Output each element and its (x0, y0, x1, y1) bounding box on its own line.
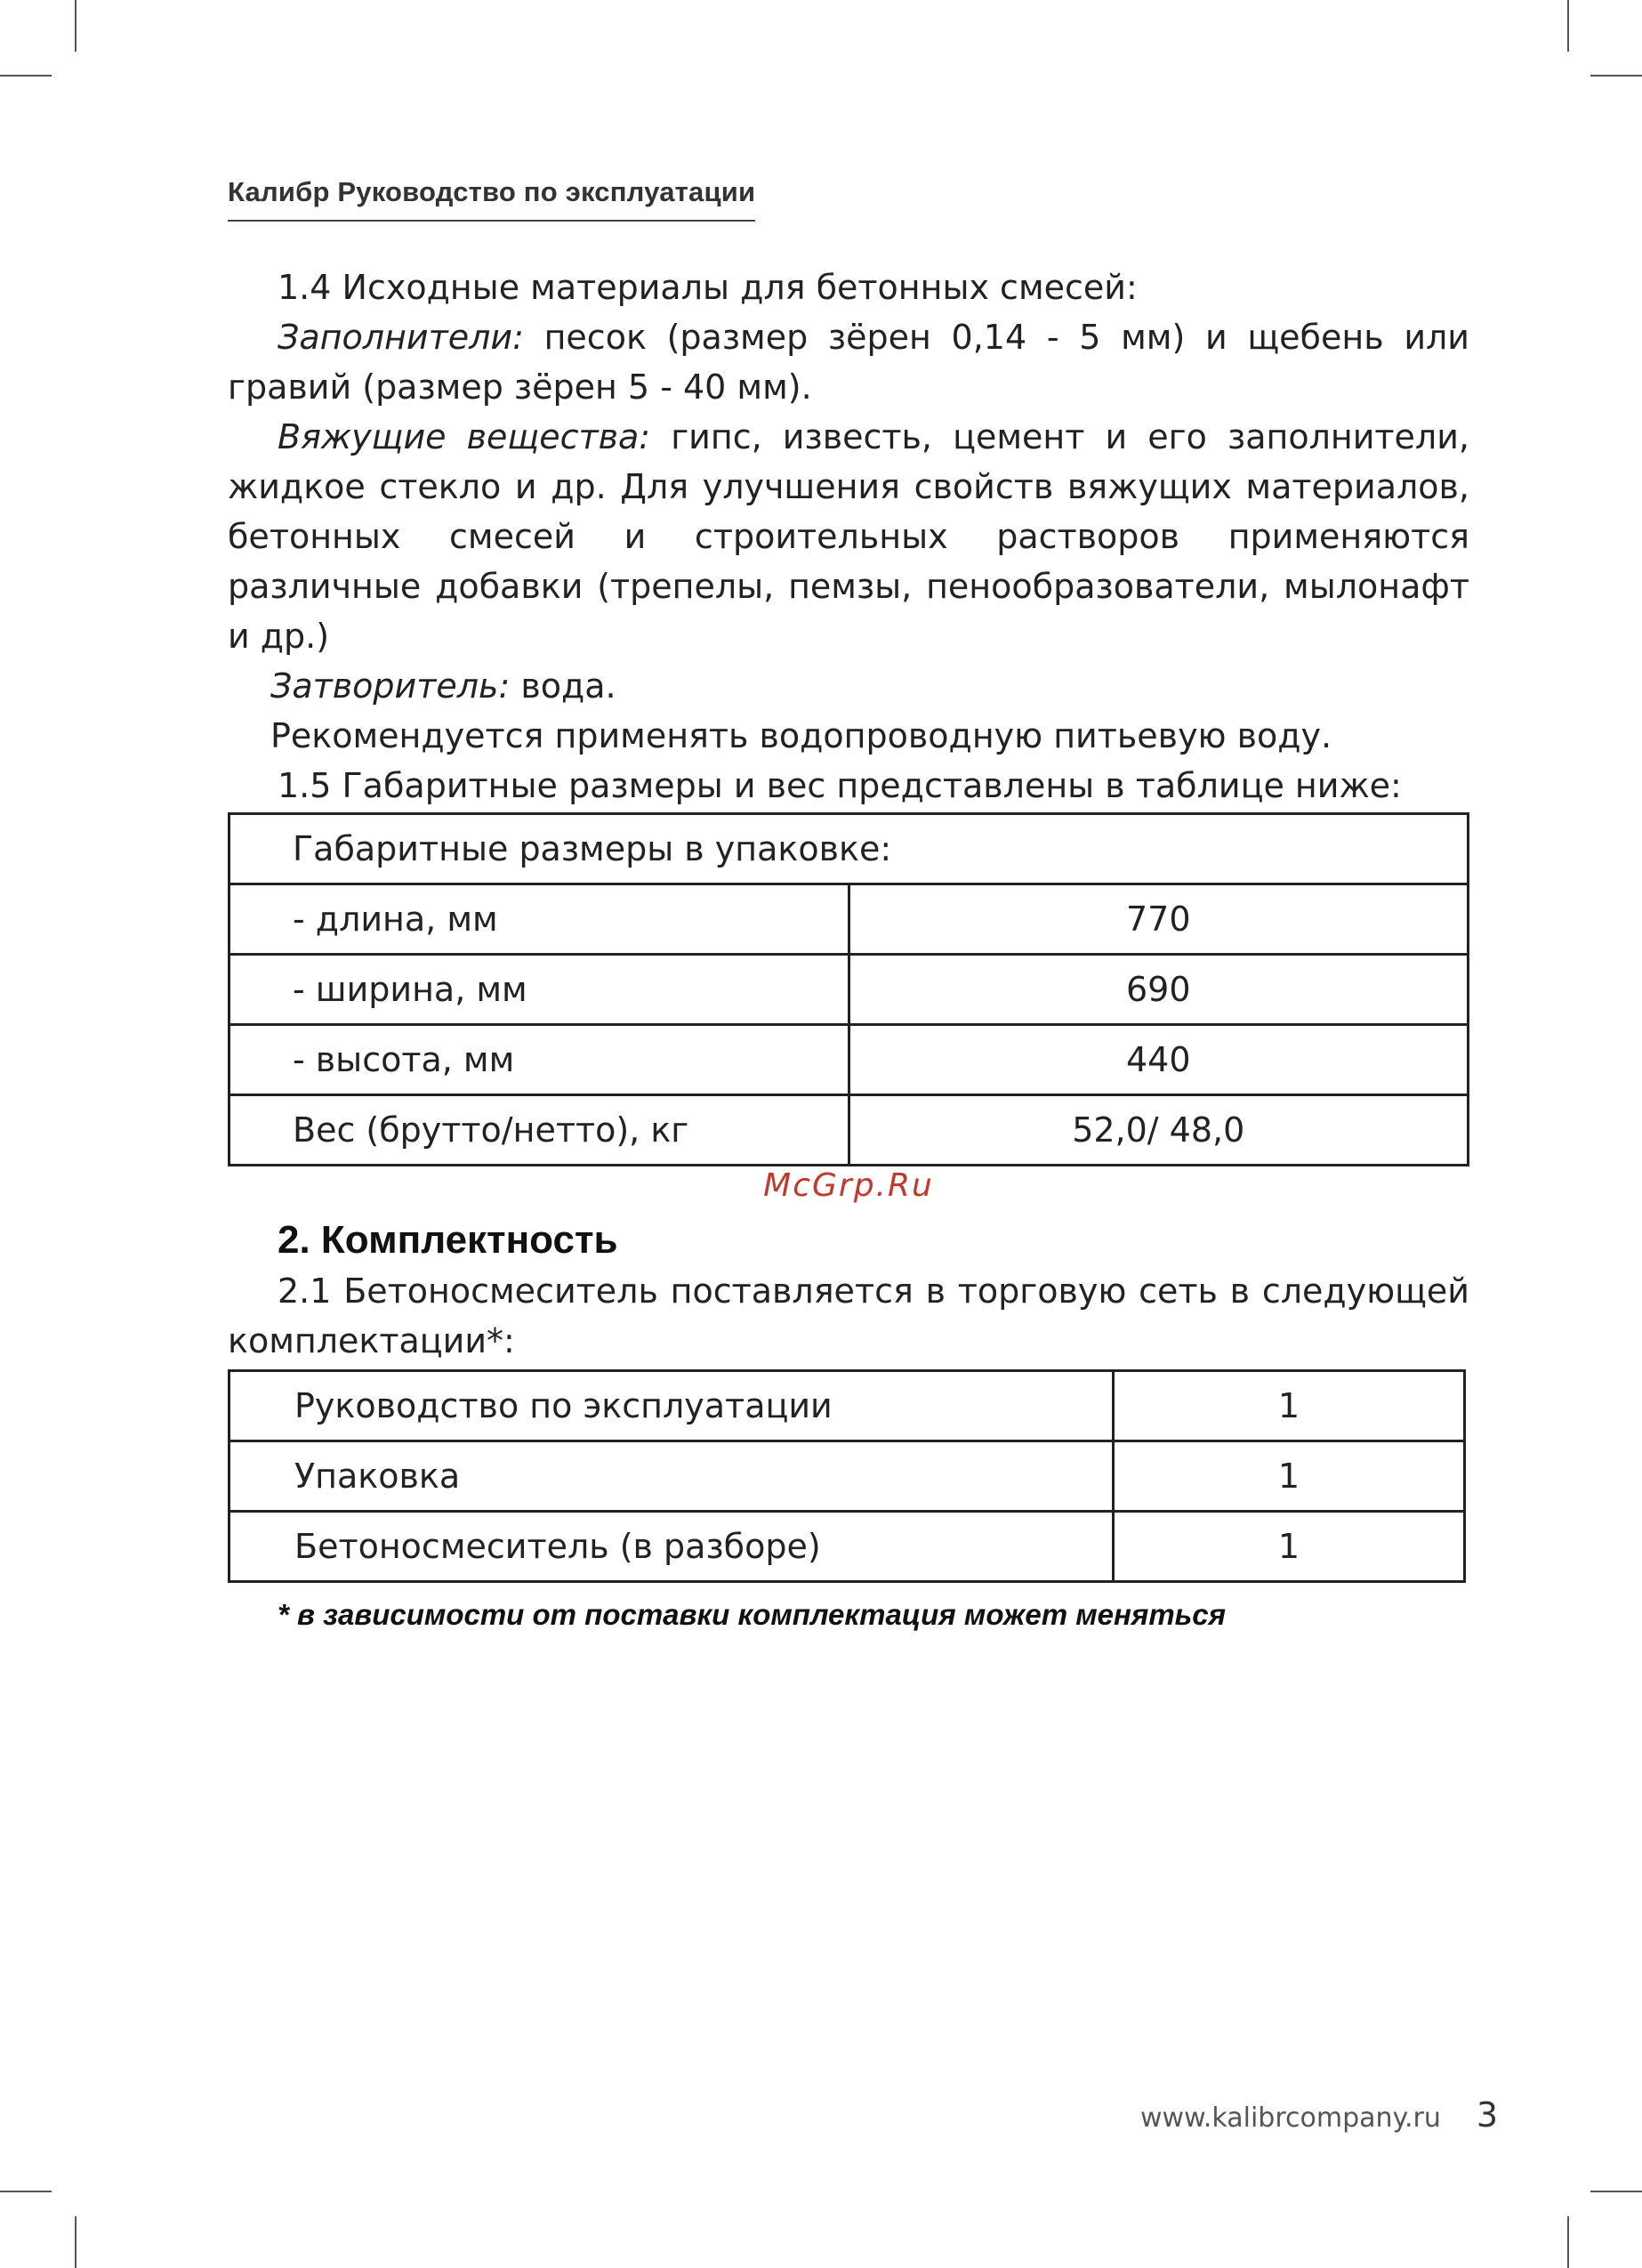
row-label: Вес (брутто/нетто), кг (229, 1095, 849, 1166)
running-header: Калибр Руководство по эксплуатации (228, 176, 755, 222)
table-row (229, 955, 1469, 1025)
table-row (229, 1025, 1469, 1095)
crop-mark (0, 2191, 52, 2192)
page-content (228, 262, 1469, 1634)
table-header-row (229, 814, 1469, 884)
mixing-agent-text: вода. (510, 666, 616, 706)
crop-mark (1590, 75, 1642, 77)
fillers-text: песок (размер зёрен 0,14 - 5 мм) и щебень или гравий (размер зёрен 5 - 40 мм). (228, 318, 1469, 407)
crop-mark (1567, 0, 1569, 52)
footnote: * в зависимости от поставки комплектация может меняться (278, 1598, 1227, 1631)
crop-mark (75, 0, 76, 52)
table-row (229, 884, 1469, 955)
row-label: Бетоносмеситель (в разборе) (229, 1512, 1114, 1582)
row-value: 1 (1114, 1441, 1465, 1512)
binders-text: гипс, известь, цемент и его заполнители, жидкое стекло и др. Для улучшения свойств вяжущих материалов, бетонных смесей и строительных растворов применяются различные добавки (трепелы, пемзы, пенообразователи, мылонафт и др.) (228, 417, 1469, 656)
package-table (228, 1369, 1466, 1583)
page-footer (1140, 2095, 1498, 2135)
paragraph-2-1: 2.1 Бетоносмеситель поставляется в торговую сеть в следующей комплектации*: (228, 1271, 1469, 1360)
row-label: Упаковка (229, 1441, 1114, 1512)
footer-url: www.kalibrcompany.ru (1140, 2103, 1441, 2134)
crop-mark (1590, 2191, 1642, 2192)
crop-mark (0, 75, 52, 77)
table-header-cell: Габаритные размеры в упаковке: (229, 814, 1469, 884)
table-row (229, 1371, 1465, 1441)
dimensions-table (228, 812, 1469, 1166)
row-label: - длина, мм (229, 884, 849, 955)
paragraph-1-5: 1.5 Габаритные размеры и вес представлены в таблице ниже: (278, 766, 1402, 805)
row-value: 770 (849, 884, 1469, 955)
page-number: 3 (1476, 2095, 1499, 2135)
row-value: 52,0/ 48,0 (849, 1095, 1469, 1166)
row-label: Руководство по эксплуатации (229, 1371, 1114, 1441)
section-title: 2. Комплектность (278, 1218, 618, 1262)
mixing-agent-label: Затворитель: (270, 666, 511, 706)
fillers-label: Заполнители: (278, 318, 524, 357)
table-row (229, 1512, 1465, 1582)
row-value: 1 (1114, 1371, 1465, 1441)
row-value: 1 (1114, 1512, 1465, 1582)
row-label: - ширина, мм (229, 955, 849, 1025)
table-row (229, 1095, 1469, 1166)
paragraph-1-4: 1.4 Исходные материалы для бетонных смесей: (278, 268, 1138, 307)
watermark: McGrp.Ru (763, 1167, 934, 1204)
row-value: 690 (849, 955, 1469, 1025)
paragraph-mixing-agent (228, 661, 1469, 711)
crop-mark (75, 2216, 76, 2268)
paragraph-binders (228, 412, 1469, 661)
row-label: - высота, мм (229, 1025, 849, 1095)
table-row (229, 1441, 1465, 1512)
crop-mark (1567, 2216, 1569, 2268)
paragraph-water-recommendation: Рекомендуется применять водопроводную питьевую воду. (270, 716, 1332, 755)
row-value: 440 (849, 1025, 1469, 1095)
paragraph-fillers (228, 312, 1469, 412)
binders-label: Вяжущие вещества: (278, 417, 651, 456)
